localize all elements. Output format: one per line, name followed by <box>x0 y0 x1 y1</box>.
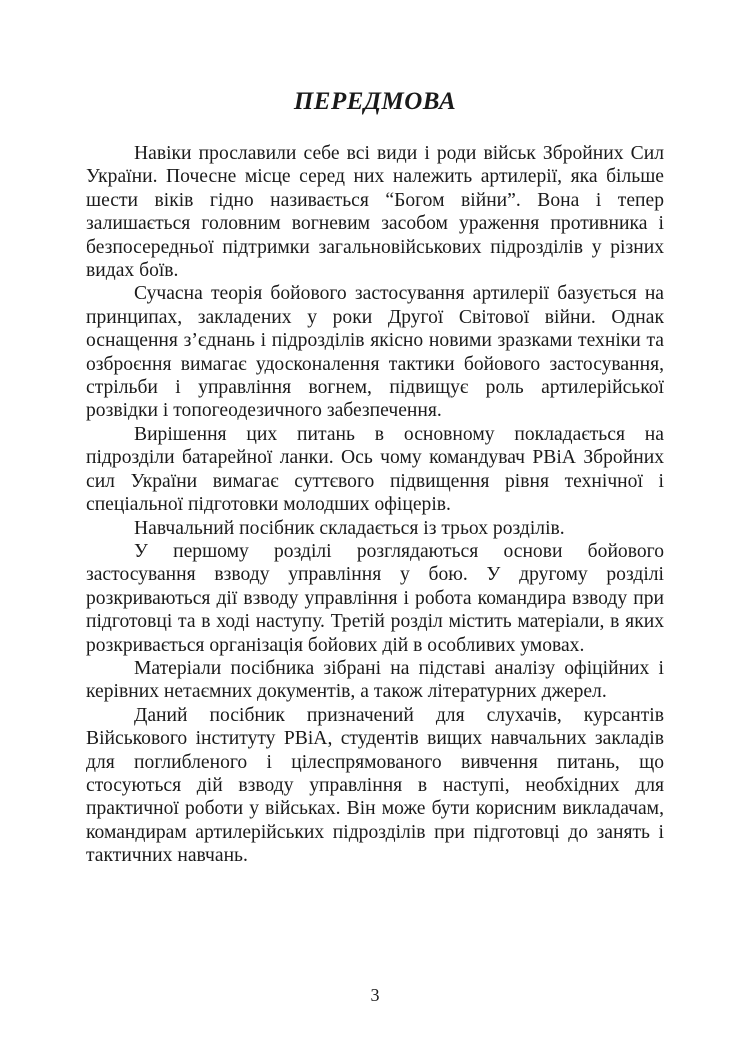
paragraph-6: Матеріали посібника зібрані на підставі аналізу офіційних і керівних нетаємних документів, а також літературних джерел. <box>86 657 664 703</box>
paragraph-5: У першому розділі розглядаються основи бойового застосування взводу управління у бою. У другому розділі розкриваються дії взводу управління і робота командира взводу при підготовці та в ході наступу. Третій розділ містить матеріали, в яких розкривається організація бойових дій в особливих умовах. <box>86 540 664 656</box>
paragraph-4: Навчальний посібник складається із трьох розділів. <box>134 517 565 539</box>
paragraph-3: Вирішення цих питань в основному покладається на підрозділи батарейної ланки. Ось чому командувач РВіА Збройних сил України вимагає суттєвого підвищення рівня технічної і спеціальної підготовки молодших офіцерів. <box>86 423 664 516</box>
paragraph-1: Навіки прославили себе всі види і роди військ Збройних Сил України. Почесне місце серед них належить артилерії, яка більше шести віків гідно називається “Богом війни”. Вона і тепер залишається головним вогневим засобом ураження противника і безпосередньої підтримки загальновійськових підрозділів у різних видах боїв. <box>86 143 664 282</box>
body-text <box>86 142 664 868</box>
paragraph-2: Сучасна теорія бойового застосування артилерії базується на принципах, закладених у роки Другої Світової війни. Однак оснащення з’єднань і підрозділів якісно новими зразками техніки та озброєння вимагає удосконалення тактики бойового застосування, стрільби і управління вогнем, підвищує роль артилерійської розвідки і топогеодезичного забезпечення. <box>86 283 664 422</box>
page-title: ПЕРЕДМОВА <box>293 88 457 115</box>
page-number: 3 <box>370 985 380 1005</box>
paragraph-7: Даний посібник призначений для слухачів, курсантів Військового інституту РВіА, студентів вищих навчальних закладів для поглибленого і цілеспрямованого вивчення питань, що стосуються дій взводу управління в наступі, необхідних для практичної роботи у військах. Він може бути корисним викладачам, командирам артилерійських підрозділів при підготовці до занять і тактичних навчань. <box>86 704 664 867</box>
